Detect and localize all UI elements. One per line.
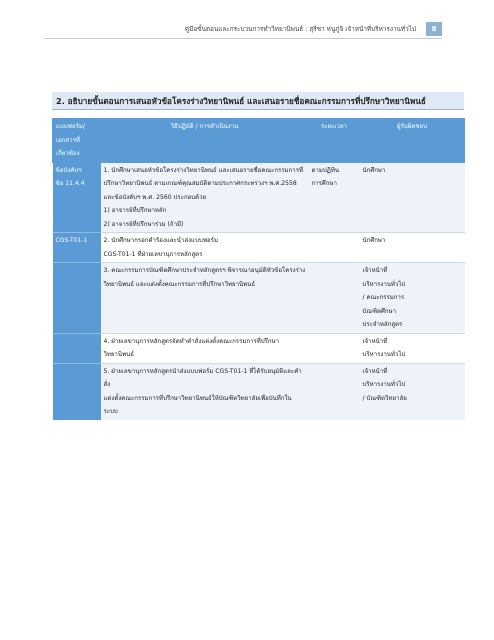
form-cell-line: CGS-T01-1	[55, 237, 88, 244]
procedure-cell-line: 2) อาจารย์ที่ปรึกษาร่วม (ถ้ามี)	[103, 220, 184, 228]
responsible-cell	[360, 233, 465, 263]
time-cell	[309, 363, 360, 420]
responsible-cell-line: บริหารงานทั่วไป	[362, 280, 406, 288]
procedure-cell	[101, 233, 309, 263]
page-number: 8	[426, 22, 442, 36]
header-responsible: ผู้รับผิดชอบ	[360, 119, 465, 163]
header-procedure: วิธีปฏิบัติ / การดำเนินงาน	[101, 119, 309, 163]
responsible-cell-line: / คณะกรรมการ	[362, 294, 405, 301]
responsible-cell-line: บัณฑิตศึกษา	[362, 307, 397, 315]
responsible-cell-line: บริหารงานทั่วไป	[362, 351, 406, 358]
header-form-line: เกี่ยวข้อง	[56, 150, 80, 157]
table-row	[53, 162, 465, 233]
time-cell	[309, 333, 360, 363]
procedure-cell	[101, 162, 309, 233]
responsible-cell-line: ประจำหลักสูตร	[362, 321, 403, 328]
procedure-cell-line: 1. นักศึกษาเสนอหัวข้อโครงร่างวิทยานิพนธ์ และเสนอรายชื่อคณะกรรมการที่	[103, 166, 303, 174]
procedure-cell-line: 3. คณะกรรมการบัณฑิตศึกษาประจำหลักสูตรฯ พิจารณาอนุมัติหัวข้อโครงร่าง	[103, 267, 306, 274]
responsible-cell	[360, 162, 465, 233]
form-cell	[53, 363, 101, 420]
responsible-cell-line: นักศึกษา	[362, 237, 386, 244]
page-header	[0, 22, 494, 36]
time-cell	[309, 263, 360, 334]
table-row	[53, 233, 465, 263]
responsible-cell-line: บริหารงานทั่วไป	[362, 381, 406, 388]
responsible-cell	[360, 263, 465, 334]
procedure-cell-line: วิทยานิพนธ์ และแต่งตั้งคณะกรรมการที่ปรึกษาวิทยานิพนธ์	[103, 280, 256, 288]
time-cell-line: ตามปฏิทิน	[311, 166, 340, 174]
header-divider	[44, 38, 442, 39]
procedure-cell-line: 1) อาจารย์ที่ปรึกษาหลัก	[103, 207, 167, 214]
procedure-cell-line: CGS-T01-1 ที่ฝ่ายเลขานุการหลักสูตร	[103, 250, 203, 258]
procedure-cell-line: 2. นักศึกษากรอกคำร้องและนำส่งแบบฟอร์ม	[103, 237, 218, 244]
form-cell-line: ข้อ 11.4.4	[55, 180, 85, 187]
procedure-cell-line: และข้อบังคับฯ พ.ศ. 2560 ประกอบด้วย	[103, 193, 207, 201]
time-cell	[309, 233, 360, 263]
responsible-cell-line: เจ้าหน้าที่	[362, 367, 388, 375]
responsible-cell-line: เจ้าหน้าที่	[362, 267, 388, 274]
table-row	[53, 363, 465, 420]
form-cell	[53, 233, 101, 263]
responsible-cell-line: / บัณฑิตวิทยาลัย	[362, 394, 407, 402]
time-cell	[309, 162, 360, 233]
responsible-cell	[360, 333, 465, 363]
responsible-cell	[360, 363, 465, 420]
procedure-cell	[101, 333, 309, 363]
time-cell-line: การศึกษา	[311, 180, 337, 187]
procedure-cell	[101, 363, 309, 420]
procedure-cell-line: แต่งตั้งคณะกรรมการที่ปรึกษาวิทยานิพนธ์ให้บัณฑิตวิทยาลัยเพื่อบันทึกในระบบ	[103, 394, 292, 415]
table-row	[53, 263, 465, 334]
header-form-line: แบบฟอร์ม/	[56, 123, 85, 130]
header-form-line: เอกสารที่	[56, 136, 80, 144]
procedure-cell-line: 5. ฝ่ายเลขานุการหลักสูตรนำส่งแบบฟอร์ม CGS-T01-1 ที่ได้รับอนุมัติและคำสั่ง	[103, 367, 302, 388]
procedure-cell-line: ปรึกษาวิทยานิพนธ์ ตามเกณฑ์คุณสมบัติตามประกาศกระทรวงฯ พ.ศ.2558	[103, 180, 297, 187]
procedure-cell-line: 4. ฝ่ายเลขานุการหลักสูตรจัดทำคำสั่งแต่งตั้งคณะกรรมการที่ปรึกษาวิทยานิพนธ์	[103, 337, 280, 358]
table-row	[53, 333, 465, 363]
section-title: 2. อธิบายขั้นตอนการเสนอหัวข้อโครงร่างวิทยานิพนธ์ และเสนอรายชื่อคณะกรรมการที่ปรึกษาวิทยานิพนธ์	[52, 92, 464, 110]
responsible-cell-line: นักศึกษา	[362, 166, 386, 174]
form-cell	[53, 333, 101, 363]
form-cell-line: ข้อบังคับฯ	[55, 166, 82, 174]
form-cell	[53, 263, 101, 334]
header-time: ระยะเวลา	[309, 119, 360, 163]
table-header-row	[53, 119, 465, 163]
procedure-table	[52, 118, 465, 420]
header-form	[53, 119, 101, 163]
responsible-cell-line: เจ้าหน้าที่	[362, 337, 388, 345]
form-cell	[53, 162, 101, 233]
header-title: คู่มือขั้นตอนและกระบวนการทำวิทยานิพนธ์ : สุริชา หนูภู่จิ เจ้าหน้าที่บริหารงานทั่วไป	[184, 25, 416, 33]
procedure-cell	[101, 263, 309, 334]
